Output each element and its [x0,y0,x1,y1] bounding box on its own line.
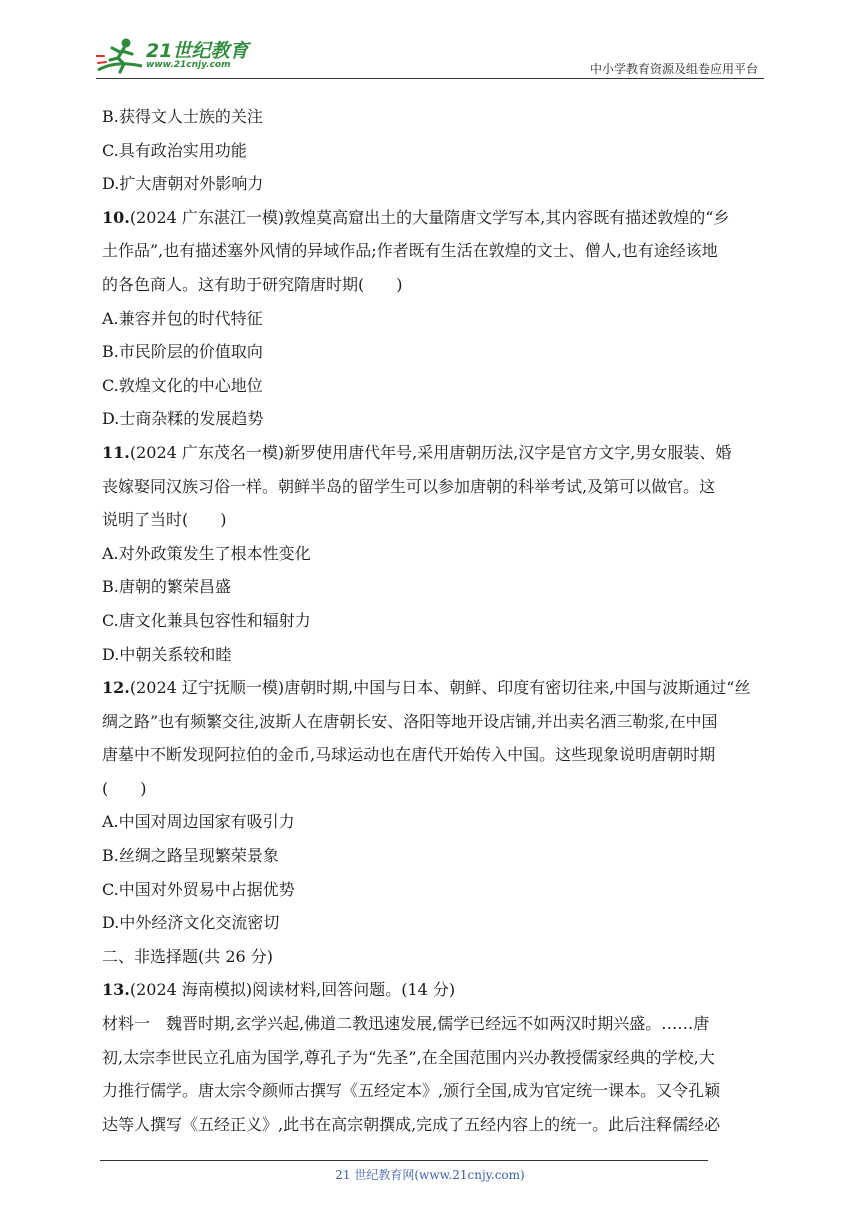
text-line [102,1007,764,1041]
line-text: C.中国对外贸易中占据优势 [102,879,295,899]
line-text: (2024 广东湛江一模)敦煌莫高窟出土的大量隋唐文学写本,其内容既有描述敦煌的“乡 [129,207,730,227]
logo-text: 21世纪教育 [146,40,249,62]
line-text: C.具有政治实用功能 [102,140,247,160]
text-line [102,940,764,974]
line-text: B.获得文人士族的关注 [102,107,263,126]
line-text: (2024 辽宁抚顺一模)唐朝时期,中国与日本、朝鲜、印度有密切往来,中国与波斯通过“丝 [129,678,751,698]
text-line [102,906,764,940]
text-line [102,167,764,201]
page-header [96,30,764,78]
line-text: 材料一 魏晋时期,玄学兴起,佛道二教迅速发展,儒学已经远不如两汉时期兴盛。……唐 [102,1014,710,1034]
text-line [102,772,764,806]
text-line [102,604,764,638]
line-text: D.扩大唐朝对外影响力 [102,174,264,194]
text-line [102,302,764,336]
text-line [102,234,764,268]
line-text: B.丝绸之路呈现繁荣景象 [102,846,279,866]
line-text: (2024 广东茂名一模)新罗使用唐代年号,采用唐朝历法,汉字是官方文字,男女服装、婚 [129,442,732,462]
line-text: A.兼容并包的时代特征 [102,308,263,328]
text-line [102,402,764,436]
question-number: 10. [102,207,130,227]
line-text: A.对外政策发生了根本性变化 [102,543,311,563]
text-line [102,537,764,571]
site-logo [96,36,261,76]
line-text: 二、非选择题(共 26 分) [102,946,274,966]
line-text: C.唐文化兼具包容性和辐射力 [102,610,311,630]
text-line [102,1108,764,1142]
line-text: B.市民阶层的价值取向 [102,342,263,362]
line-text: 土作品”,也有描述塞外风情的异域作品;作者既有生活在敦煌的文士、僧人,也有途经该地 [102,241,718,261]
line-text: 力推行儒学。唐太宗令颜师古撰写《五经定本》,颁行全国,成为官定统一课本。又令孔颖 [102,1081,721,1101]
question-number: 11. [102,442,130,462]
text-line [102,738,764,772]
footer-text: 21 世纪教育网(www.21cnjy.com) [335,1168,525,1182]
header-platform-name: 中小学教育资源及组卷应用平台 [589,62,758,76]
question-line [102,201,764,235]
question-line [102,436,764,470]
line-text: 说明了当时( ) [102,510,227,530]
text-line [102,805,764,839]
text-line [102,134,764,168]
text-line [102,705,764,739]
footer-divider [100,1160,708,1161]
line-text: 初,太宗李世民立孔庙为国学,尊孔子为“先圣”,在全国范围内兴办教授儒家经典的学校,大 [102,1047,715,1067]
line-text: C.敦煌文化的中心地位 [102,375,263,395]
text-line [102,503,764,537]
header-divider [96,78,764,79]
text-line [102,638,764,672]
question-line [102,973,764,1007]
line-text: (2024 海南模拟)阅读材料,回答问题。(14 分) [129,980,456,1000]
line-text: D.中外经济文化交流密切 [102,913,280,933]
line-text: 丧嫁娶同汉族习俗一样。朝鲜半岛的留学生可以参加唐朝的科举考试,及第可以做官。这 [102,476,716,496]
question-number: 13. [102,980,130,1000]
document-body [102,100,764,1141]
text-line [102,570,764,604]
text-line [102,1074,764,1108]
text-line [102,268,764,302]
line-text: 唐墓中不断发现阿拉伯的金币,马球运动也在唐代开始传入中国。这些现象说明唐朝时期 [102,745,716,765]
line-text: B.唐朝的繁荣昌盛 [102,577,231,597]
text-line [102,1041,764,1075]
line-text: D.士商杂糅的发展趋势 [102,409,264,429]
line-text: 达等人撰写《五经正义》,此书在高宗朝撰成,完成了五经内容上的统一。此后注释儒经必 [102,1114,721,1134]
text-line [102,335,764,369]
question-line [102,671,764,705]
text-line [102,100,764,134]
line-text: 绸之路”也有频繁交往,波斯人在唐朝长安、洛阳等地开设店铺,并出卖名酒三勒浆,在中国 [102,711,718,731]
question-number: 12. [102,678,130,698]
line-text: A.中国对周边国家有吸引力 [102,812,295,832]
text-line [102,839,764,873]
text-line [102,470,764,504]
text-line [102,369,764,403]
line-text: ( ) [102,778,147,798]
line-text: 的各色商人。这有助于研究隋唐时期( ) [102,274,403,294]
runner-logo-icon [96,36,146,76]
text-line [102,873,764,907]
line-text: D.中朝关系较和睦 [102,644,232,664]
logo-url: www.21cnjy.com [146,60,231,70]
